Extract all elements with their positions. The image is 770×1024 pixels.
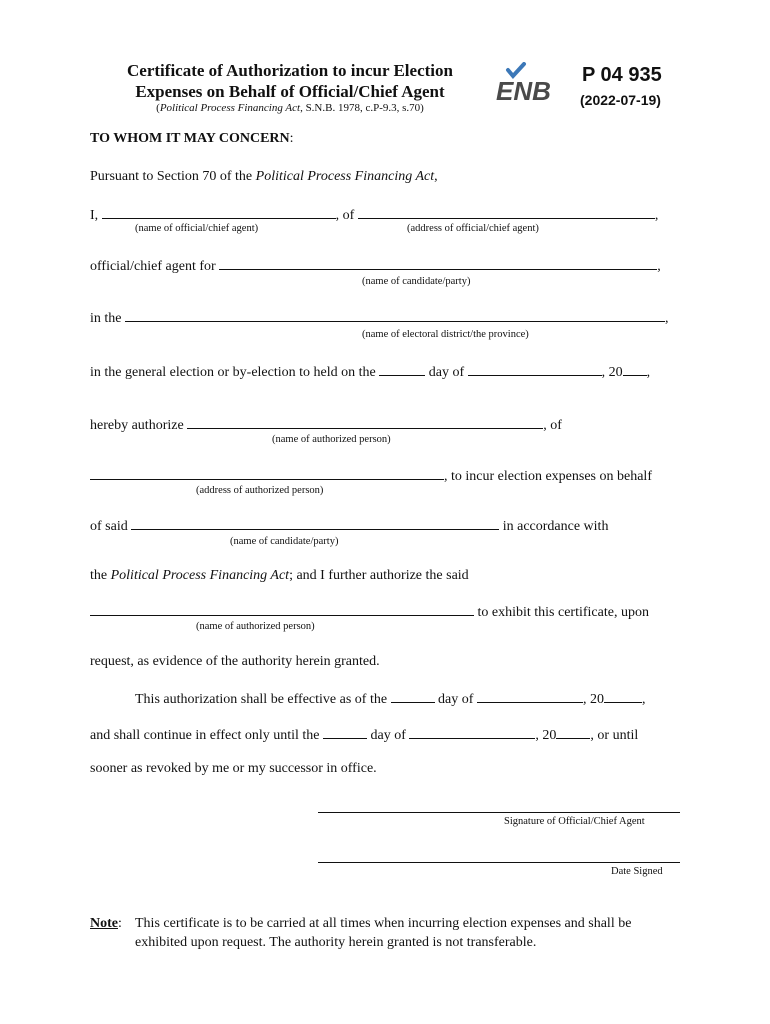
effective-day-field[interactable] bbox=[391, 690, 435, 703]
official-line: I, , of , bbox=[90, 208, 659, 223]
hint-electoral-district: (name of electoral district/the province) bbox=[362, 329, 529, 340]
candidate-party-field[interactable] bbox=[219, 257, 657, 270]
effective-line: This authorization shall be effective as of the day of , 20 , bbox=[135, 692, 646, 707]
pursuant-line: Pursuant to Section 70 of the Political Process Financing Act, bbox=[90, 169, 438, 184]
expiry-month-field[interactable] bbox=[409, 726, 535, 739]
form-date: (2022-07-19) bbox=[580, 92, 661, 108]
authorized-address-line: , to incur election expenses on behalf bbox=[90, 467, 652, 485]
of-said-line: of said in accordance with bbox=[90, 519, 609, 534]
authorized-address-field[interactable] bbox=[90, 467, 444, 480]
exhibit-line: to exhibit this certificate, upon bbox=[90, 603, 649, 621]
hint-official-address: (address of official/chief agent) bbox=[407, 223, 539, 234]
signature-field[interactable] bbox=[318, 812, 680, 813]
date-signed-label: Date Signed bbox=[611, 866, 663, 877]
hint-candidate-party: (name of candidate/party) bbox=[362, 276, 471, 287]
effective-month-field[interactable] bbox=[477, 690, 583, 703]
official-address-field[interactable] bbox=[358, 206, 655, 219]
request-line: request, as evidence of the authority herein granted. bbox=[90, 654, 380, 669]
candidate-party-field-2[interactable] bbox=[131, 517, 499, 530]
hint-official-name: (name of official/chief agent) bbox=[135, 223, 259, 234]
authorized-name-field[interactable] bbox=[187, 416, 543, 429]
election-year-field[interactable] bbox=[623, 363, 647, 376]
election-day-field[interactable] bbox=[379, 363, 425, 376]
authorized-name-field-2[interactable] bbox=[90, 603, 474, 616]
logo-wordmark: ENB bbox=[496, 76, 551, 106]
hint-authorized-address: (address of authorized person) bbox=[196, 485, 324, 496]
salutation: TO WHOM IT MAY CONCERN: bbox=[90, 131, 294, 146]
form-title-line-1: Certificate of Authorization to incur Election bbox=[127, 61, 453, 80]
hint-candidate-party-2: (name of candidate/party) bbox=[230, 536, 339, 547]
form-number: P 04 935 bbox=[582, 64, 662, 86]
date-signed-field[interactable] bbox=[318, 862, 680, 863]
expiry-year-field[interactable] bbox=[556, 726, 590, 739]
district-line: in the , bbox=[90, 311, 669, 326]
act-reference: (Political Process Financing Act, S.N.B. 1978, c.P-9.3, s.70) bbox=[156, 102, 424, 114]
official-name-field[interactable] bbox=[102, 206, 336, 219]
note-line-2: exhibited upon request. The authority herein granted is not transferable. bbox=[135, 935, 537, 950]
authorize-line: hereby authorize , of bbox=[90, 418, 562, 433]
continue-line: and shall continue in effect only until the day of , 20 , or until bbox=[90, 728, 639, 743]
electoral-district-field[interactable] bbox=[125, 309, 665, 322]
effective-year-field[interactable] bbox=[604, 690, 642, 703]
note-heading: Note: bbox=[90, 916, 122, 931]
expiry-day-field[interactable] bbox=[323, 726, 367, 739]
signature-label: Signature of Official/Chief Agent bbox=[504, 816, 645, 827]
hint-authorized-name: (name of authorized person) bbox=[272, 434, 391, 445]
act-line: the Political Process Financing Act; and I further authorize the said bbox=[90, 568, 469, 583]
election-date-line: in the general election or by-election to held on the day of , 20 , bbox=[90, 365, 651, 380]
form-title-line-2: Expenses on Behalf of Official/Chief Agent bbox=[135, 82, 445, 101]
enb-logo bbox=[494, 62, 566, 106]
note-line-1: This certificate is to be carried at all times when incurring election expenses and shall be bbox=[135, 916, 632, 931]
agent-for-line: official/chief agent for , bbox=[90, 259, 661, 274]
election-month-field[interactable] bbox=[468, 363, 602, 376]
hint-authorized-name-2: (name of authorized person) bbox=[196, 621, 315, 632]
revoked-line: sooner as revoked by me or my successor in office. bbox=[90, 761, 377, 776]
